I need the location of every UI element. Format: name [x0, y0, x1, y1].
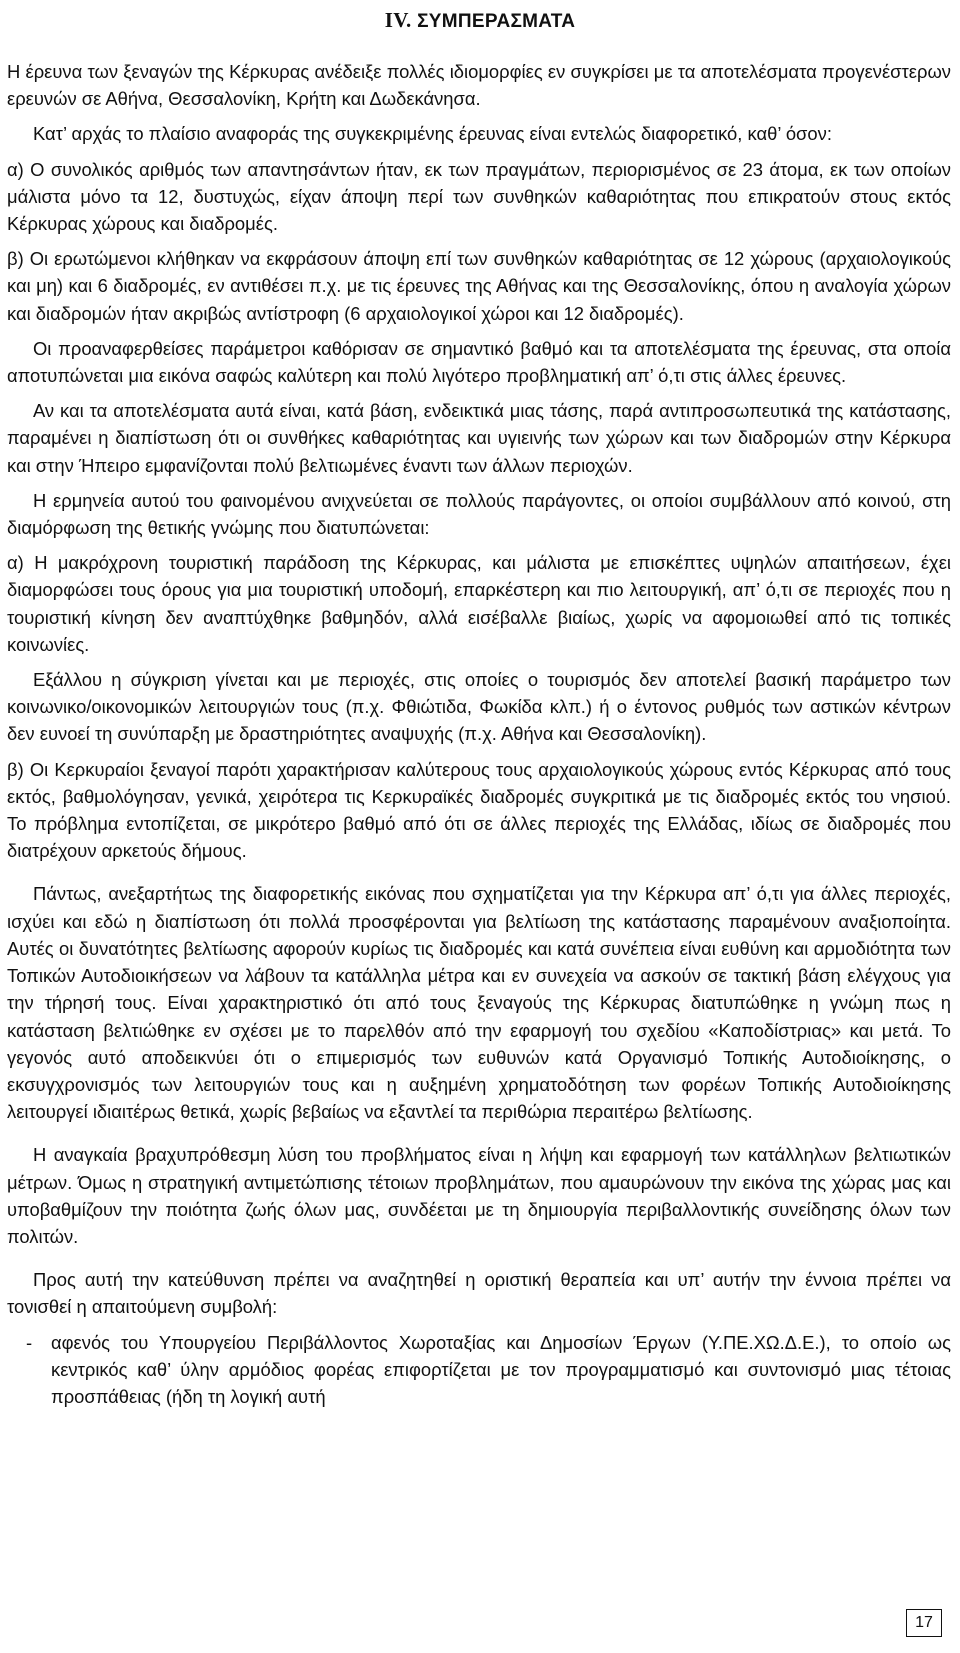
paragraph-improvements: Πάντως, ανεξαρτήτως της διαφορετικής εικόνας που σχηματίζεται για την Κέρκυρα απ’ ό,τι για άλλες περιοχές, ισχύει και εδώ η διαπίστωση ότι πολλά προσφέρονται για βελτίωση της κατάστασης παραμένουν αναξιοποίητα. Αυτές οι δυνατότητες βελτίωσης αφορούν κυρίως τις διαδρομές και κατά συνέπεια είναι ευθύνη και αρμοδιότητα των Τοπικών Αυτοδιοικήσεων να λάβουν τα κατάλληλα μέτρα και εν συνεχεία να ασκούν σε τακτική βάση ελέγχους για την τήρησή τους. Είναι χαρακτηριστικό ότι από τους ξεναγούς της Κέρκυρας διατυπώθηκε η γνώμη πως η κατάσταση βελτιώθηκε εν σχέσει με το παρελθόν από την εφαρμογή του σχεδίου «Καποδίστριας» και μετά. Το γεγονός αυτό αποδεικνύει ότι ο επιμερισμός των ευθυνών κατά Οργανισμό Τοπικής Αυτοδιοίκησης, ο εκσυγχρονισμός των λειτουργιών τους και η αυξημένη χρηματοδότηση των φορέων Τοπικής Αυτοδιοίκησης λειτουργεί ιδιαιτέρως θετικά, χωρίς βεβαίως να εξαντλεί τα περιθώρια περαιτέρω βελτίωσης. — [7, 883, 951, 1123]
list-item — [7, 1329, 951, 1411]
document-body — [7, 58, 951, 1410]
paragraph-comparison: Εξάλλου η σύγκριση γίνεται και με περιοχές, στις οποίες ο τουρισμός δεν αποτελεί βασική παράμετρο των κοινωνικο/οικονομικών λειτουργιών τους (π.χ. Φθιώτιδα, Φωκίδα κλπ.) ή ο έντονος ρυθμός των αστικών κέντρων δεν ευνοεί τη συνύπαρξη με δραστηριότητες αναψυχής (π.χ. Αθήνα και Θεσσαλονίκη). — [7, 669, 951, 745]
paragraph-results: Αν και τα αποτελέσματα αυτά είναι, κατά βάση, ενδεικτικά μιας τάσης, παρά αντιπροσωπευτικά της κατάστασης, παραμένει η διαπίστωση ότι οι συνθήκες καθαριότητας και υγιεινής των χώρων και των διαδρομών στην Κέρκυρα και στην Ήπειρο εμφανίζονται πολύ βελτιωμένες έναντι των άλλων περιοχών. — [7, 400, 951, 476]
paragraph-parameters: Οι προαναφερθείσες παράμετροι καθόρισαν σε σημαντικό βαθμό και τα αποτελέσματα της έρευνας, στα οποία αποτυπώνεται μια εικόνα σαφώς καλύτερη και πολύ λιγότερο προβληματική απ’ ό,τι στις άλλες έρευνες. — [7, 337, 951, 387]
paragraph-intro: Η έρευνα των ξεναγών της Κέρκυρας ανέδειξε πολλές ιδιομορφίες εν συγκρίσει με τα αποτελέσματα προγενέστερων ερευνών σε Αθήνα, Θεσσαλονίκη, Κρήτη και Δωδεκάνησα. — [7, 61, 951, 110]
section-number: IV. — [384, 8, 412, 32]
paragraph-factor-b: β) Οι Κερκυραίοι ξεναγοί παρότι χαρακτήρισαν καλύτερους τους αρχαιολογικούς χώρους εντός Κέρκυρας από τους εκτός, βαθμολόγησαν, γενικά, χειρότερα τις Κερκυραϊκές διαδρομές συγκριτικά με τις διαδρομές εκτός του νησιού. Το πρόβλημα εντοπίζεται, σε μικρότερο βαθμό από ότι σε άλλες περιοχές της Ελλάδας, ιδίως σε διαδρομές που διατρέχουν αρκετούς δήμους. — [7, 758, 951, 862]
paragraph-solution: Η αναγκαία βραχυπρόθεσμη λύση του προβλήματος είναι η λήψη και εφαρμογή των κατάλληλων βελτιωτικών μέτρων. Όμως η στρατηγική αντιμετώπισης τέτοιων προβλημάτων, που αμαυρώνουν την εικόνα της χώρας μας και υποβαθμίζουν την ποιότητα ζωής όλων μας, συνδέεται με τη δημιουργία περιβαλλοντικής συνείδησης όλων των πολιτών. — [7, 1144, 951, 1247]
list-marker: - — [25, 1331, 33, 1353]
paragraph-point-a: α) Ο συνολικός αριθμός των απαντησάντων ήταν, εκ των πραγμάτων, περιορισμένος σε 23 άτομα, εκ των οποίων μάλιστα μόνο τα 12, δυστυχώς, είχαν άποψη περί των συνθηκών καθαριότητας που επικρατούν στους εκτός Κέρκυρας χώρους και διαδρομές. — [7, 158, 951, 235]
paragraph-framework: Κατ’ αρχάς το πλαίσιο αναφοράς της συγκεκριμένης έρευνας είναι εντελώς διαφορετικό, καθ’ όσον: — [33, 123, 832, 145]
section-heading — [0, 8, 960, 33]
section-title: ΣΥΜΠΕΡΑΣΜΑΤΑ — [417, 11, 576, 32]
paragraph-direction: Προς αυτή την κατεύθυνση πρέπει να αναζητηθεί η οριστική θεραπεία και υπ’ αυτήν την έννοια πρέπει να τονισθεί η απαιτούμενη συμβολή: — [7, 1269, 951, 1318]
paragraph-interpretation: Η ερμηνεία αυτού του φαινομένου ανιχνεύεται σε πολλούς παράγοντες, οι οποίοι συμβάλλουν από κοινού, στη διαμόρφωση της θετικής γνώμης που διατυπώνεται: — [7, 489, 951, 539]
page-number: 17 — [906, 1609, 942, 1637]
list-item-text: αφενός του Υπουργείου Περιβάλλοντος Χωροταξίας και Δημοσίων Έργων (Υ.ΠΕ.ΧΩ.Δ.Ε.), το οποίο ως κεντρικός καθ’ ύλην αρμόδιος φορέας επιφορτίζεται με τον προγραμματισμό και συντονισμό μιας τέτοιας προσπάθειας (ήδη τη λογική αυτή — [51, 1331, 951, 1407]
paragraph-factor-a: α) Η μακρόχρονη τουριστική παράδοση της Κέρκυρας, και μάλιστα με επισκέπτες υψηλών απαιτήσεων, έχει διαμορφώσει τους όρους για μια τουριστική υποδομή, επαρκέστερη και πιο λειτουργική, απ’ ό,τι σε περιοχές που η τουριστική κίνηση δεν αναπτύχθηκε βαθμηδόν, αλλά εισέβαλλε βιαίως, χωρίς να αφομοιωθεί από τις τοπικές κοινωνίες. — [7, 552, 951, 655]
paragraph-point-b: β) Οι ερωτώμενοι κλήθηκαν να εκφράσουν άποψη επί των συνθηκών καθαριότητας σε 12 χώρους (αρχαιολογικούς και μη) και 6 διαδρομές, εν αντιθέσει π.χ. με τις έρευνες της Αθήνας και της Θεσσαλονίκης, όπου η αναλογία χώρων και διαδρομών ήταν ακριβώς αντίστροφη (6 αρχαιολογικοί χώροι και 12 διαδρομές). — [7, 248, 951, 324]
